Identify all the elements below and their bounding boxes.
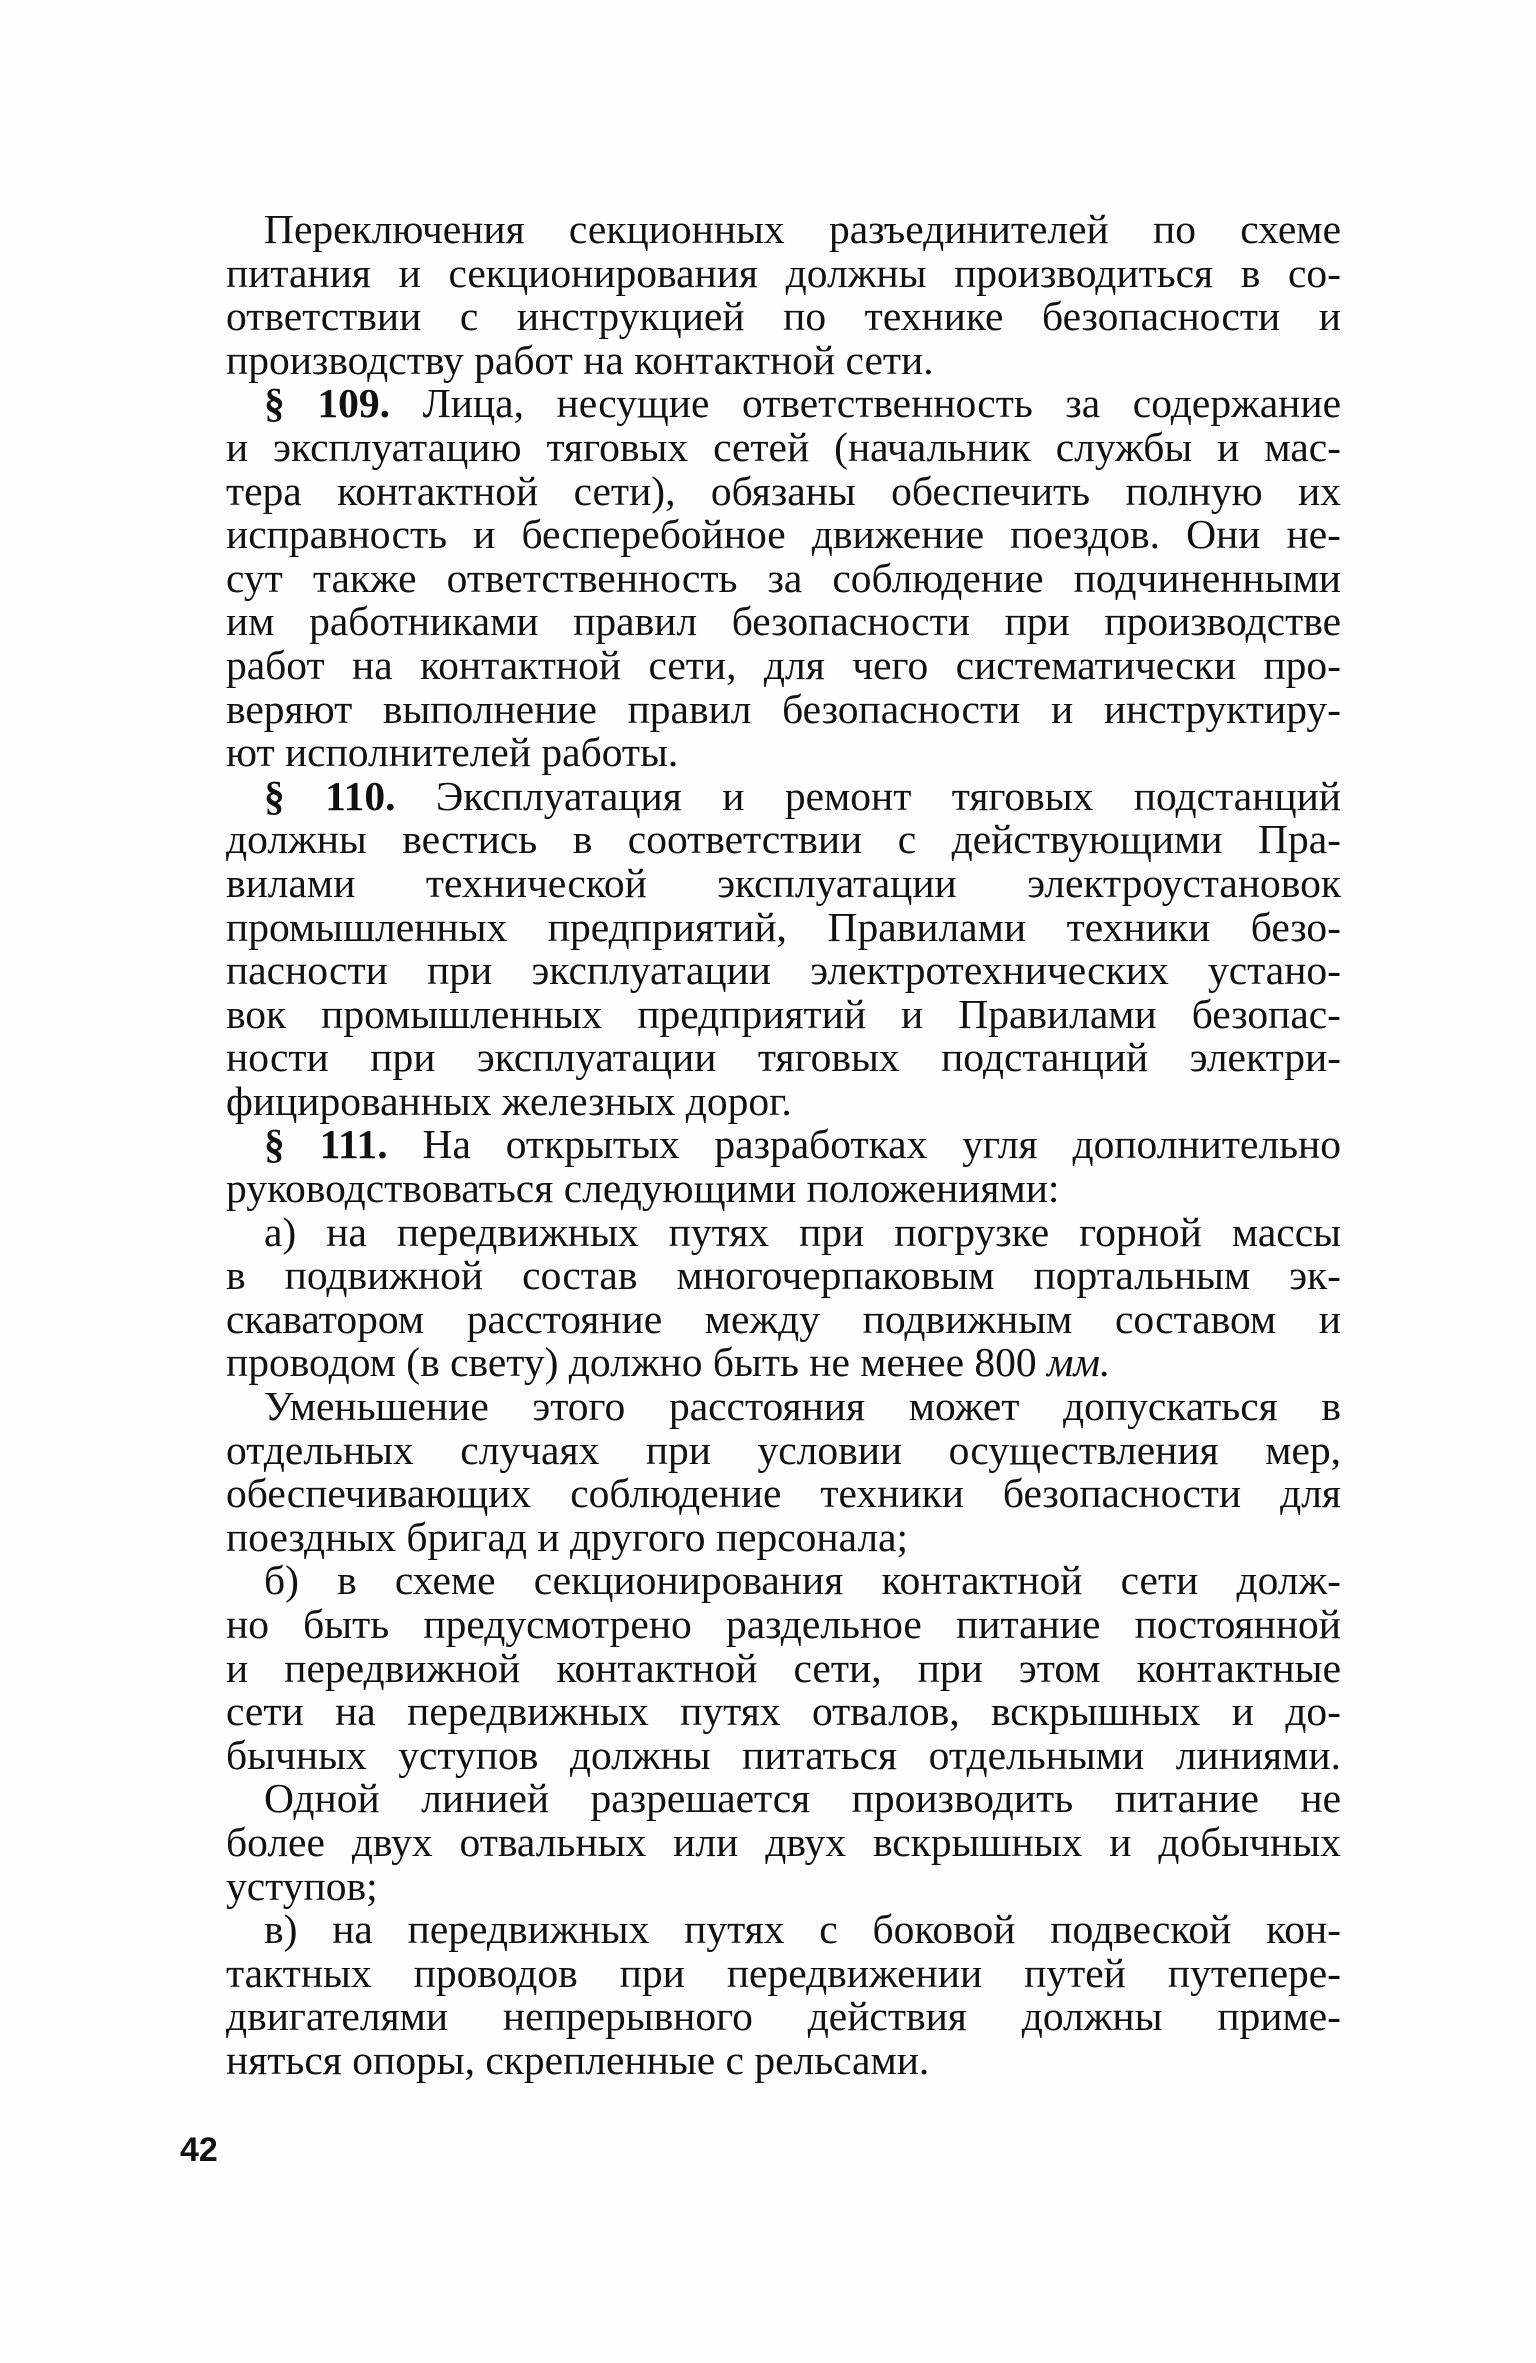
text-line (226, 685, 1341, 732)
line-text: б) в схеме секционирования контактной сети долж- (264, 1557, 1341, 1604)
line-text: ности при эксплуатации тяговых подстанций электри- (226, 1034, 1341, 1081)
text-line (226, 859, 1341, 906)
section-number: § 111. (264, 1121, 388, 1168)
line-text: обеспечивающих соблюдение техники безопасности для (226, 1470, 1341, 1517)
text-line (226, 382, 1341, 426)
line-text: сут также ответственность за соблюдение подчиненными (226, 554, 1341, 601)
line-text: бычных уступов должны питаться отдельными линиями. (226, 1731, 1341, 1778)
page-number: 42 (180, 2131, 218, 2169)
text-line (226, 336, 1341, 383)
line-text: проводом (в свету) должно быть не менее 800 (226, 1339, 1048, 1386)
text-line (226, 1777, 1341, 1821)
text-line (226, 554, 1341, 601)
text-line (226, 513, 1341, 557)
line-text: поездных бригад и другого персонала; (226, 1513, 909, 1560)
body-text (226, 208, 1341, 2083)
line-text: промышленных предприятий, Правилами техники безо- (226, 903, 1341, 950)
line-text: им работниками правил безопасности при производстве (226, 598, 1341, 645)
line-text: вилами технической эксплуатации электроустановок (226, 859, 1341, 906)
text-line (226, 1167, 1341, 1211)
section-number: § 109. (264, 380, 390, 427)
text-line (226, 1949, 1341, 1996)
line-text: вок промышленных предприятий и Правилами безопас- (226, 990, 1341, 1037)
text-line (226, 1254, 1341, 1298)
text-line (226, 1603, 1341, 1647)
line-text: Лица, несущие ответственность за содержание (389, 380, 1341, 427)
text-line (226, 990, 1341, 1037)
text-line (226, 1036, 1341, 1080)
text-line (226, 1995, 1341, 2039)
line-text: питания и секционирования должны производиться в со- (226, 249, 1341, 296)
text-line (226, 1908, 1341, 1952)
text-line (226, 208, 1341, 252)
text-line (226, 295, 1341, 339)
text-line (226, 903, 1341, 950)
line-text: Уменьшение этого расстояния может допускаться в (264, 1383, 1341, 1430)
text-line (226, 1208, 1341, 1255)
text-line (226, 1123, 1341, 1167)
text-line (226, 2036, 1341, 2083)
unit-label: мм. (1047, 1339, 1111, 1386)
text-line (226, 1472, 1341, 1516)
line-text: в подвижной состав многочерпаковым портальным эк- (226, 1252, 1341, 1299)
text-line (226, 1341, 1341, 1385)
text-line (226, 1731, 1341, 1778)
line-text: пасности при эксплуатации электротехнических устано- (226, 947, 1341, 994)
line-text: ответствии с инструкцией по технике безопасности и (226, 293, 1341, 340)
line-text: веряют выполнение правил безопасности и инструктиру- (226, 685, 1341, 732)
text-line (226, 818, 1341, 862)
text-line (226, 1385, 1341, 1429)
line-text: уступов; (226, 1862, 378, 1909)
line-text: работ на контактной сети, для чего систематически про- (226, 641, 1341, 688)
text-line (226, 1644, 1341, 1691)
text-line (226, 949, 1341, 993)
line-text: и передвижной контактной сети, при этом контактные (226, 1644, 1341, 1691)
line-text: фицированных железных дорог. (226, 1077, 792, 1124)
line-text: производству работ на контактной сети. (226, 336, 934, 383)
text-line (226, 1295, 1341, 1342)
text-line (226, 1818, 1341, 1865)
line-text: Переключения секционных разъединителей по схеме (264, 206, 1341, 252)
text-line (226, 1513, 1341, 1560)
line-text: двигателями непрерывного действия должны приме- (226, 1993, 1341, 2040)
text-line (226, 249, 1341, 296)
line-text: в) на передвижных путях с боковой подвеской кон- (264, 1906, 1341, 1953)
line-text: тактных проводов при передвижении путей путепере- (226, 1949, 1341, 1996)
section-number: § 110. (264, 772, 396, 819)
line-text: и эксплуатацию тяговых сетей (начальник службы и мас- (226, 423, 1341, 470)
text-line (226, 1426, 1341, 1473)
line-text: руководствоваться следующими положениями: (226, 1165, 1060, 1212)
line-text: скаватором расстояние между подвижным составом и (226, 1295, 1341, 1342)
line-text: ют исполнителей работы. (226, 729, 679, 776)
text-line (226, 1862, 1341, 1909)
line-text: Эксплуатация и ремонт тяговых подстанций (395, 772, 1341, 819)
text-line (226, 641, 1341, 688)
line-text: няться опоры, скрепленные с рельсами. (226, 2036, 930, 2083)
text-line (226, 467, 1341, 514)
line-text: должны вестись в соответствии с действующими Пра- (226, 816, 1341, 863)
text-line (226, 772, 1341, 819)
text-line (226, 1690, 1341, 1734)
line-text: тера контактной сети), обязаны обеспечить полную их (226, 467, 1341, 514)
line-text: отдельных случаях при условии осуществления мер, (226, 1426, 1341, 1473)
text-line (226, 600, 1341, 644)
line-text: сети на передвижных путях отвалов, вскрышных и до- (226, 1688, 1341, 1735)
line-text: На открытых разработках угля дополнительно (387, 1121, 1342, 1168)
text-line (226, 423, 1341, 470)
line-text: но быть предусмотрено раздельное питание постоянной (226, 1601, 1341, 1647)
text-line (226, 1559, 1341, 1603)
line-text: исправность и бесперебойное движение поездов. Они не- (226, 511, 1341, 558)
line-text: а) на передвижных путях при погрузке горной массы (264, 1208, 1341, 1255)
line-text: более двух отвальных или двух вскрышных и добычных (226, 1818, 1341, 1865)
line-text: Одной линией разрешается производить питание не (264, 1775, 1341, 1822)
text-line (226, 1077, 1341, 1124)
text-line (226, 731, 1341, 775)
